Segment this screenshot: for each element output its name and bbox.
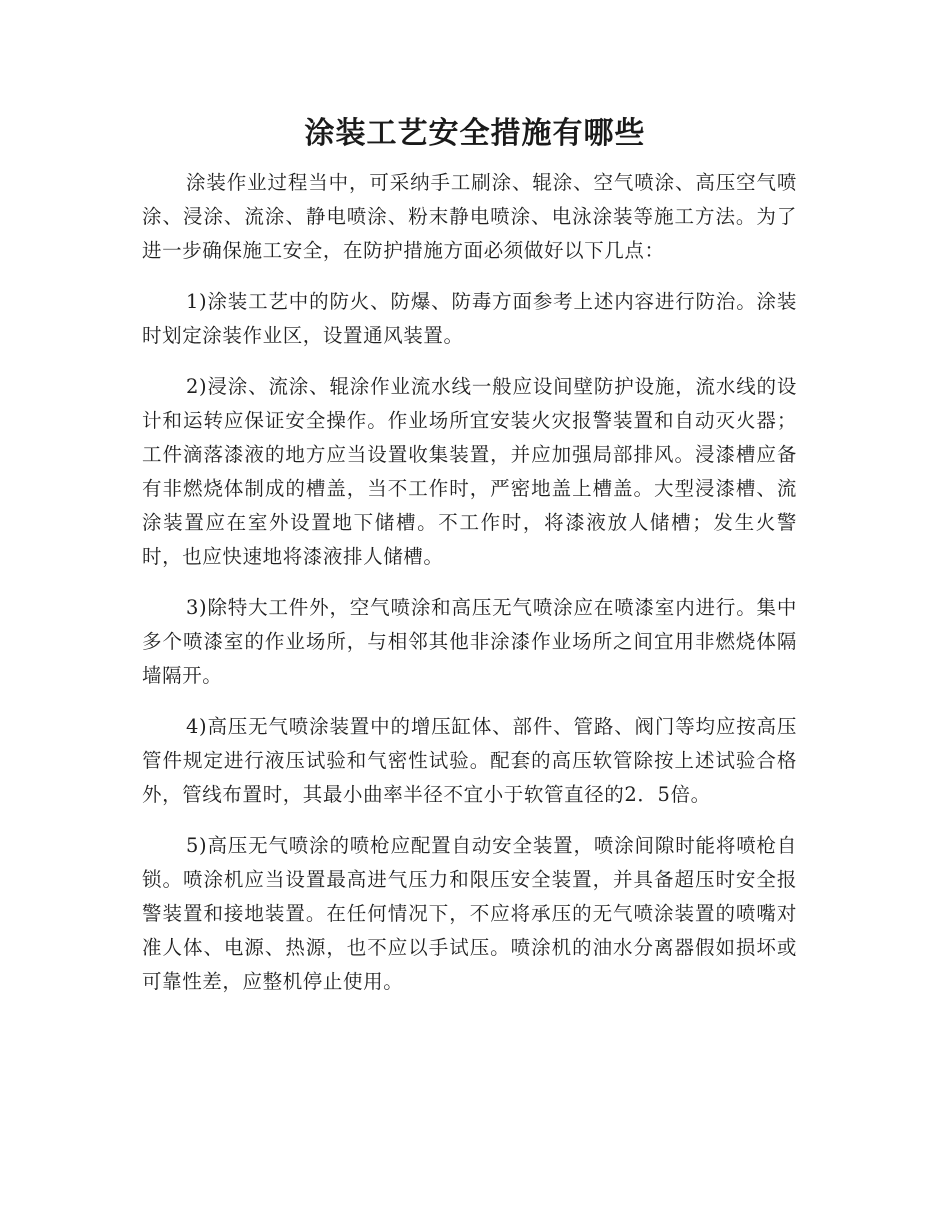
- paragraph-item-3: 3)除特大工件外，空气喷涂和高压无气喷涂应在喷漆室内进行。集中多个喷漆室的作业场所，与相邻其他非涂漆作业场所之间宜用非燃烧体隔墙隔开。: [142, 596, 797, 687]
- document-body: [142, 166, 797, 1016]
- document-title: 涂装工艺安全措施有哪些: [304, 116, 646, 151]
- paragraph-intro: 涂装作业过程当中，可采纳手工刷涂、辊涂、空气喷涂、高压空气喷涂、浸涂、流涂、静电喷涂、粉末静电喷涂、电泳涂装等施工方法。为了进一步确保施工安全，在防护措施方面必须做好以下几点：: [142, 171, 797, 262]
- paragraph-item-5: 5)高压无气喷涂的喷枪应配置自动安全装置，喷涂间隙时能将喷枪自锁。喷涂机应当设置最高进气压力和限压安全装置，并具备超压时安全报警装置和接地装置。在任何情况下，不应将承压的无气喷涂装置的喷嘴对准人体、电源、热源，也不应以手试压。喷涂机的油水分离器假如损坏或可靠性差，应整机停止使用。: [142, 834, 797, 993]
- paragraph-item-4: 4)高压无气喷涂装置中的增压缸体、部件、管路、阀门等均应按高压管件规定进行液压试验和气密性试验。配套的高压软管除按上述试验合格外，管线布置时，其最小曲率半径不宜小于软管直径的2．5倍。: [142, 715, 797, 806]
- paragraph-item-1: 1)涂装工艺中的防火、防爆、防毒方面参考上述内容进行防治。涂装时划定涂装作业区，设置通风装置。: [142, 290, 797, 347]
- paragraph-item-2: 2)浸涂、流涂、辊涂作业流水线一般应设间壁防护设施，流水线的设计和运转应保证安全操作。作业场所宜安装火灾报警装置和自动灭火器；工件滴落漆液的地方应当设置收集装置，并应加强局部排风。浸漆槽应备有非燃烧体制成的槽盖，当不工作时，严密地盖上槽盖。大型浸漆槽、流涂装置应在室外设置地下储槽。不工作时，将漆液放人储槽；发生火警时，也应快速地将漆液排人储槽。: [142, 375, 797, 568]
